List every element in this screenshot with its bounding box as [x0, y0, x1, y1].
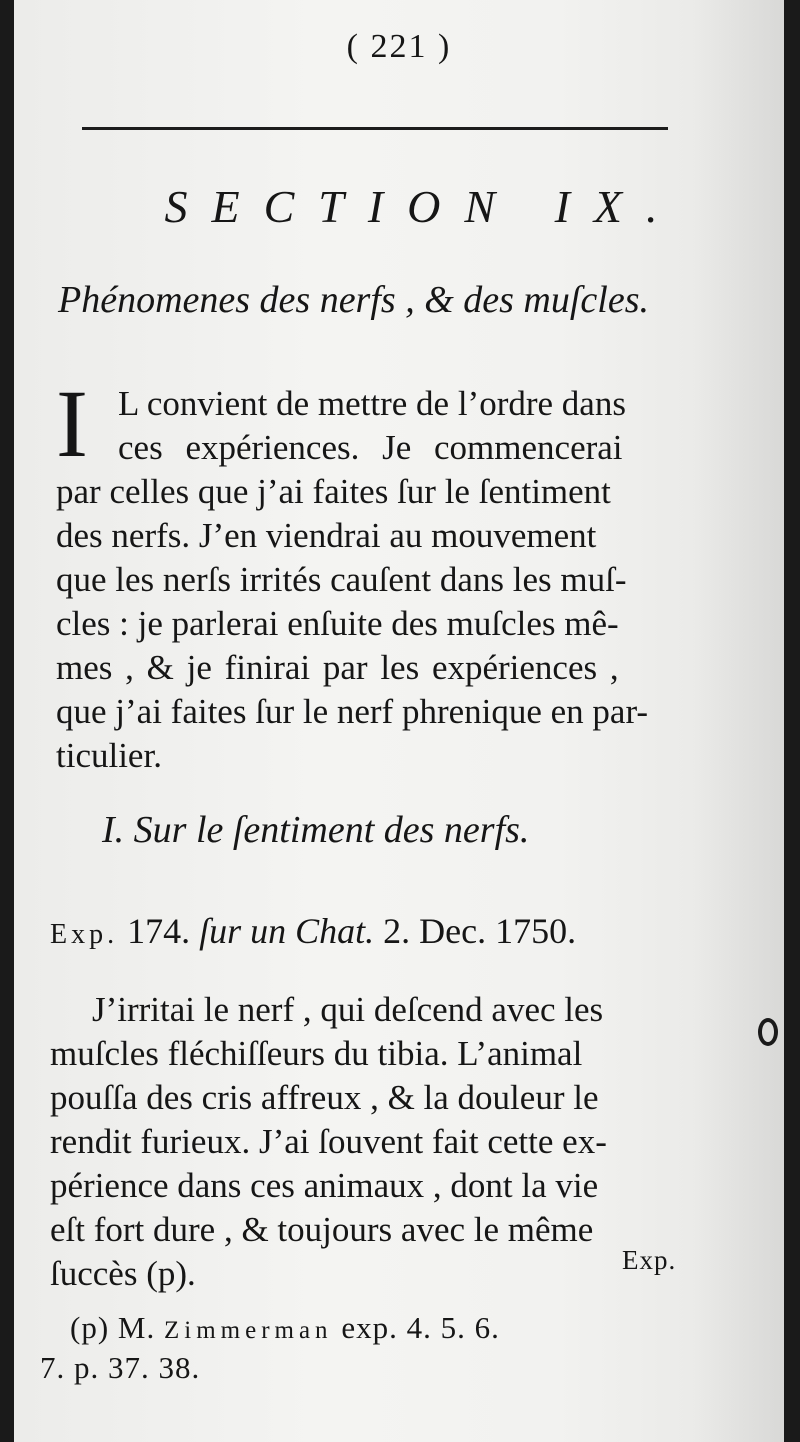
footnote-line: 7. p. 37. 38. — [40, 1350, 201, 1385]
book-page — [14, 0, 784, 1442]
footnote-line — [70, 1310, 500, 1346]
intro-line: des nerfs. J’en viendrai au mouvement — [56, 516, 597, 555]
footnote-author: Zimmerman — [163, 1317, 333, 1344]
body-line: périence dans ces animaux , dont la vie — [50, 1166, 599, 1205]
intro-line: ces expériences. Je commencerai — [118, 428, 623, 467]
body-line: rendit furieux. J’ai ſouvent fait cette ex- — [50, 1122, 607, 1161]
intro-line: que les nerſs irrités cauſent dans les muſ- — [56, 560, 627, 599]
body-line: ſuccès (p). — [50, 1254, 196, 1293]
experiment-date: 2. Dec. 1750. — [383, 911, 577, 951]
section-title: SECTION IX. — [164, 181, 682, 232]
body-line: eſt fort dure , & toujours avec le même — [50, 1210, 594, 1249]
page-number: ( 221 ) — [346, 28, 452, 65]
catchword — [622, 1238, 676, 1278]
intro-line: que j’ai faites ſur le nerf phrenique en par- — [56, 692, 649, 731]
experiment-label: Exp. — [50, 919, 119, 950]
intro-line: ticulier. — [56, 736, 162, 775]
body-line: muſcles fléchiſſeurs du tibia. L’animal — [50, 1034, 583, 1073]
experiment-subject: ſur un Chat. — [199, 911, 375, 951]
experiment-heading — [50, 910, 576, 952]
footnote-marker: (p) — [70, 1310, 110, 1345]
drop-cap: I — [56, 370, 88, 477]
header-rule — [82, 127, 668, 130]
section-subtitle: Phénomenes des nerfs , & des muſcles. — [58, 279, 649, 321]
footnote-prefix: M. — [117, 1310, 156, 1345]
intro-line: cles : je parlerai enſuite des muſcles mê- — [56, 604, 619, 643]
body-line: J’irritai le nerf , qui deſcend avec les — [92, 990, 604, 1029]
intro-line: L convient de mettre de l’ordre dans — [118, 384, 626, 423]
margin-ring-mark — [758, 1018, 778, 1046]
experiment-number: 174. — [127, 911, 191, 951]
intro-line: mes , & je finirai par les expériences , — [56, 648, 619, 687]
intro-line: par celles que j’ai faites ſur le ſentiment — [56, 472, 611, 511]
catchword-text: Exp. — [622, 1245, 677, 1275]
subsection-heading: I. Sur le ſentiment des nerfs. — [102, 809, 530, 851]
footnote-reference: exp. 4. 5. 6. — [341, 1310, 500, 1345]
body-line: pouſſa des cris affreux , & la douleur le — [50, 1078, 599, 1117]
